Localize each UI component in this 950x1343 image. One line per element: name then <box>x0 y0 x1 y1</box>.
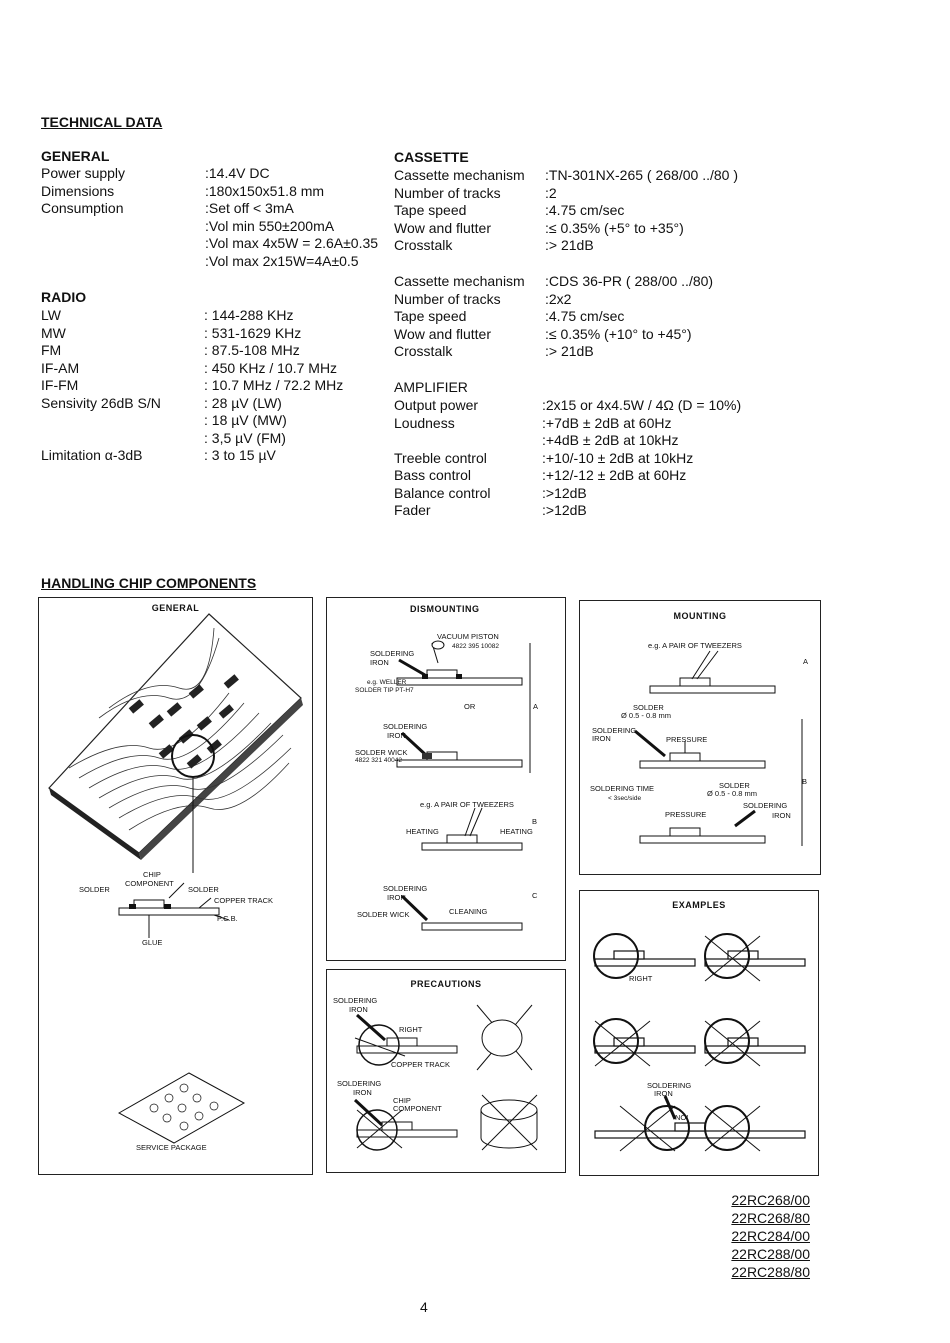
spec-label: LW <box>41 307 61 323</box>
spec-label: IF-AM <box>41 359 80 376</box>
spec-value: : 531-1629 KHz <box>204 324 302 341</box>
spec-value: : 10.7 MHz / 72.2 MHz <box>204 377 344 393</box>
solder-tip-label: SOLDER TIP PT-H7 <box>355 687 414 694</box>
spec-label: Cassette mechanism <box>394 273 525 289</box>
spec-value: : 87.5-108 MHz <box>204 342 300 358</box>
precautions-copper-track-label: COPPER TRACK <box>391 1060 451 1069</box>
spec-label: Wow and flutter <box>394 325 492 342</box>
soldering-label-1: SOLDERING <box>370 649 415 658</box>
mounting-solder-label-2: SOLDER <box>719 781 750 790</box>
spec-label: Fader <box>394 502 431 518</box>
examples-right-label: RIGHT <box>629 974 653 983</box>
spec-label: Number of tracks <box>394 290 501 307</box>
spec-value: : 450 KHz / 10.7 MHz <box>204 359 338 376</box>
model-number: 22RC288/00 <box>731 1246 810 1262</box>
mounting-soldering-label: SOLDERING <box>592 726 637 735</box>
examples-illustration <box>580 891 820 1177</box>
spec-value: :Vol min 550±200mA <box>205 217 335 234</box>
mounting-panel-title: MOUNTING <box>673 611 727 621</box>
spec-value: : 3 to 15 µV <box>204 447 276 463</box>
spec-label: Loudness <box>394 414 455 431</box>
precautions-panel-title: PRECAUTIONS <box>410 979 482 989</box>
spec-label: IF-FM <box>41 377 79 393</box>
mounting-tweezers-label: e.g. A PAIR OF TWEEZERS <box>648 641 742 650</box>
soldering-label-3: SOLDERING <box>383 884 428 893</box>
mounting-step-a-label: A <box>803 657 809 666</box>
spec-value: :+10/-10 ± 2dB at 10kHz <box>542 449 694 466</box>
step-c-label: C <box>532 891 538 900</box>
vacuum-piston-label: VACUUM PISTON <box>437 632 499 641</box>
spec-value: :Set off < 3mA <box>205 200 294 217</box>
mounting-iron-label: IRON <box>592 734 611 743</box>
mounting-solder-label: SOLDER <box>633 703 664 712</box>
general-heading: GENERAL <box>41 148 110 164</box>
piston-number-label: 4822 395 10082 <box>452 643 499 650</box>
spec-value: :2 <box>545 184 557 201</box>
examples-panel-title: EXAMPLES <box>672 900 726 910</box>
amplifier-heading: AMPLIFIER <box>394 379 468 395</box>
spec-label: Treeble control <box>394 449 487 466</box>
dismounting-illustration <box>327 598 567 962</box>
spec-label: Bass control <box>394 467 472 483</box>
solder-left-label: SOLDER <box>79 885 110 894</box>
precautions-soldering-label-2: SOLDERING <box>337 1079 382 1088</box>
model-number: 22RC268/00 <box>731 1192 810 1208</box>
or-label: OR <box>464 702 476 711</box>
iron-label-1: IRON <box>370 658 389 667</box>
precautions-chip-label: CHIP <box>393 1096 411 1105</box>
spec-label: Crosstalk <box>394 343 453 360</box>
solder-right-label: SOLDER <box>188 885 219 894</box>
spec-label: Tape speed <box>394 202 467 219</box>
tweezers-label-1: e.g. A PAIR OF TWEEZERS <box>420 800 514 809</box>
page-title: TECHNICAL DATA <box>41 114 163 130</box>
spec-label: Wow and flutter <box>394 219 492 236</box>
spec-label: Crosstalk <box>394 237 453 254</box>
spec-value: :Vol max 2x15W=4A±0.5 <box>205 253 359 269</box>
spec-value: : 28 µV (LW) <box>204 394 282 411</box>
iron-label-2: IRON <box>387 731 406 740</box>
page-number: 4 <box>420 1299 428 1315</box>
examples-iron-label: IRON <box>654 1089 673 1098</box>
soldering-time-label: SOLDERING TIME <box>590 784 655 793</box>
mounting-pressure-label: PRESSURE <box>666 735 708 744</box>
spec-label: Limitation α-3dB <box>41 447 143 463</box>
mounting-step-b-label: B <box>802 777 808 786</box>
spec-value: :+7dB ± 2dB at 60Hz <box>542 414 672 431</box>
iron-label-3: IRON <box>387 893 406 902</box>
mounting-solder-size-label: Ø 0.5 - 0.8 mm <box>621 711 672 720</box>
model-number: 22RC288/80 <box>731 1264 810 1280</box>
dismounting-panel <box>326 597 566 961</box>
copper-track-label: COPPER TRACK <box>214 896 274 905</box>
solder-wick-label: SOLDER WICK <box>355 748 408 757</box>
solder-wick-label-2: SOLDER WICK <box>357 910 410 919</box>
spec-value: :> 21dB <box>545 237 594 254</box>
heating-left-label: HEATING <box>406 827 439 836</box>
model-number: 22RC268/80 <box>731 1210 810 1226</box>
spec-label: Sensivity 26dB S/N <box>41 394 161 411</box>
spec-label: Tape speed <box>394 308 467 325</box>
spec-value: :≤ 0.35% (+10° to +45°) <box>545 325 692 342</box>
spec-label: Number of tracks <box>394 184 501 201</box>
spec-label: Dimensions <box>41 182 115 199</box>
general-panel <box>38 597 313 1175</box>
mounting-pressure-label-2: PRESSURE <box>665 810 707 819</box>
weller-label: e.g. WELLER <box>367 679 407 686</box>
spec-value: :4.75 cm/sec <box>545 202 625 219</box>
spec-label: MW <box>41 324 66 341</box>
spec-value: :180x150x51.8 mm <box>205 182 325 199</box>
spec-value: : 144-288 KHz <box>204 307 294 323</box>
spec-label: Consumption <box>41 200 124 217</box>
precautions-panel <box>326 969 566 1173</box>
spec-value: :> 21dB <box>545 343 594 360</box>
step-b-label: B <box>532 817 538 826</box>
mounting-soldering-label-2: SOLDERING <box>743 801 788 810</box>
cassette-heading: CASSETTE <box>394 149 469 165</box>
spec-value: :+4dB ± 2dB at 10kHz <box>542 432 679 448</box>
precautions-soldering-label: SOLDERING <box>333 996 378 1005</box>
handling-title: HANDLING CHIP COMPONENTS <box>41 575 257 591</box>
mounting-solder-size-label-2: Ø 0.5 - 0.8 mm <box>707 789 758 798</box>
wick-number-label: 4822 321 40042 <box>355 757 402 764</box>
chip-label: CHIP <box>143 870 161 879</box>
examples-panel <box>579 890 819 1176</box>
spec-value: :4.75 cm/sec <box>545 308 625 325</box>
glue-label: GLUE <box>142 938 163 947</box>
general-panel-title: GENERAL <box>151 603 200 613</box>
step-a-label: A <box>533 702 539 711</box>
examples-no-label: NO! <box>675 1113 689 1122</box>
soldering-time-value: < 3sec/side <box>608 795 642 802</box>
spec-value: :CDS 36-PR ( 288/00 ../80) <box>545 273 714 289</box>
precautions-component-label: COMPONENT <box>393 1104 442 1113</box>
radio-heading: RADIO <box>41 289 87 305</box>
service-package-label: SERVICE PACKAGE <box>136 1143 207 1152</box>
spec-value: :>12dB <box>542 502 587 518</box>
spec-label: Balance control <box>394 484 491 501</box>
spec-label: Output power <box>394 397 479 413</box>
examples-soldering-label: SOLDERING <box>647 1081 692 1090</box>
spec-value: :14.4V DC <box>205 165 270 181</box>
heating-right-label: HEATING <box>500 827 533 836</box>
spec-value: : 18 µV (MW) <box>204 412 287 428</box>
spec-value: :TN-301NX-265 ( 268/00 ../80 ) <box>545 167 738 183</box>
mounting-iron-label-2: IRON <box>772 811 791 820</box>
spec-value: :2x2 <box>545 290 572 307</box>
model-list <box>680 1191 810 1281</box>
model-number: 22RC284/00 <box>731 1228 810 1244</box>
soldering-label-2: SOLDERING <box>383 722 428 731</box>
spec-value: : 3,5 µV (FM) <box>204 429 286 446</box>
dismounting-panel-title: DISMOUNTING <box>410 604 480 614</box>
precautions-iron-label: IRON <box>349 1005 368 1014</box>
mounting-panel <box>579 600 821 875</box>
spec-label: Power supply <box>41 165 126 181</box>
spec-label: FM <box>41 342 62 358</box>
spec-label: Cassette mechanism <box>394 167 525 183</box>
cleaning-label: CLEANING <box>449 907 488 916</box>
spec-value: :Vol max 4x5W = 2.6A±0.35 <box>205 235 379 252</box>
component-label: COMPONENT <box>125 879 174 888</box>
spec-value: :2x15 or 4x4.5W / 4Ω (D = 10%) <box>542 397 742 413</box>
pcb-label: P.C.B. <box>217 914 238 923</box>
spec-value: :≤ 0.35% (+5° to +35°) <box>545 219 684 236</box>
spec-value: :>12dB <box>542 484 587 501</box>
precautions-right-label: RIGHT <box>399 1025 423 1034</box>
precautions-iron-label-2: IRON <box>353 1088 372 1097</box>
spec-value: :+12/-12 ± 2dB at 60Hz <box>542 467 687 483</box>
